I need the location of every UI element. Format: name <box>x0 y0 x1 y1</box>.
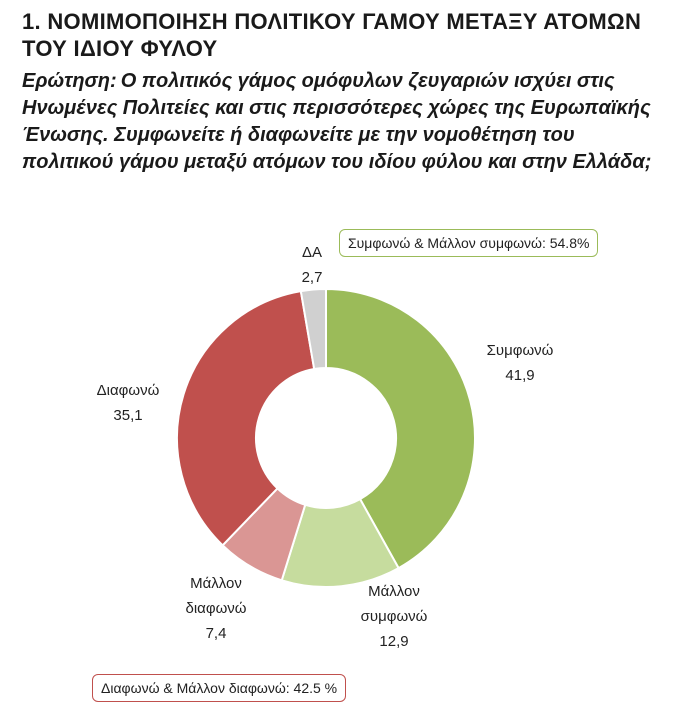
slice-category-label: Μάλλον <box>190 575 242 592</box>
agree-summary-box: Συμφωνώ & Μάλλον συμφωνώ: 54.8% <box>339 229 598 257</box>
slice-value-label: 41,9 <box>505 367 535 384</box>
slice-value-label: 35,1 <box>113 407 143 424</box>
slice-category-label: Συμφωνώ <box>486 342 554 359</box>
chart-title: 1. ΝΟΜΙΜΟΠΟΙΗΣΗ ΠΟΛΙΤΙΚΟΥ ΓΑΜΟΥ ΜΕΤΑΞΥ ΑΤΟΜΩΝ ΤΟΥ ΙΔΙΟΥ ΦΥΛΟΥ <box>22 9 642 61</box>
slice-category-label: Μάλλον <box>368 583 420 600</box>
slice-category-label: διαφωνώ <box>185 600 247 617</box>
donut-slices <box>177 289 475 587</box>
disagree-summary-box: Διαφωνώ & Μάλλον διαφωνώ: 42.5 % <box>92 674 346 702</box>
slice-value-label: 7,4 <box>205 625 227 642</box>
slice-value-label: 12,9 <box>379 633 409 650</box>
slice-category-label: Διαφωνώ <box>96 382 160 399</box>
slice-value-label: 2,7 <box>301 269 323 286</box>
question-text: Ο πολιτικός γάμος ομόφυλων ζευγαριών ισχύει στις Ηνωμένες Πολιτείες και στις περισσότερες χώρες της Ευρωπαϊκής Ένωσης. Συμφωνείτε ή διαφωνείτε με την νομοθέτηση του πολιτικού γάμου μεταξύ ατόμων του ιδίου φύλου και στην Ελλάδα; <box>22 70 652 173</box>
question-label: Ερώτηση: <box>22 70 117 92</box>
slice-category-label: συμφωνώ <box>360 608 428 625</box>
slice-category-label: ΔΑ <box>301 244 323 261</box>
